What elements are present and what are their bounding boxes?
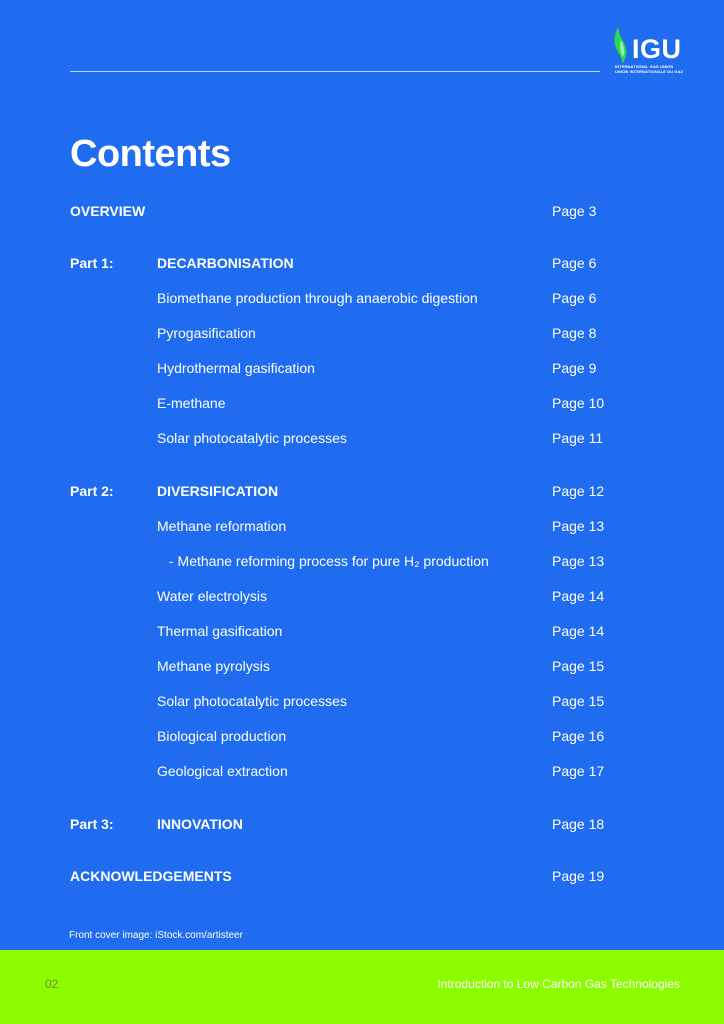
toc-entry-title[interactable]: E-methane: [157, 395, 226, 411]
toc-row[interactable]: [0, 252, 724, 274]
toc-row[interactable]: [0, 392, 724, 414]
page-title: Contents: [70, 133, 231, 175]
toc-page-number[interactable]: Page 10: [552, 395, 605, 411]
footer-band: [0, 950, 724, 1024]
toc-row[interactable]: [0, 620, 724, 642]
toc-entry-title[interactable]: Biomethane production through anaerobic digestion: [157, 290, 478, 306]
cover-image-credit: Front cover image: iStock.com/artisteer: [69, 930, 243, 941]
toc-entry-title[interactable]: Hydrothermal gasification: [157, 360, 315, 376]
toc-page-number[interactable]: Page 18: [552, 816, 605, 832]
toc-entry-title[interactable]: Water electrolysis: [157, 588, 267, 604]
toc-entry-title[interactable]: Solar photocatalytic processes: [157, 430, 347, 446]
document-title: Introduction to Low Carbon Gas Technologies: [437, 977, 680, 991]
logo-subtitle-line: UNION INTERNATIONALE DU GAZ: [615, 69, 684, 74]
toc-page-number[interactable]: Page 16: [552, 728, 605, 744]
toc-page-number[interactable]: Page 13: [552, 518, 605, 534]
toc-entry-title[interactable]: Methane pyrolysis: [157, 658, 270, 674]
logo-text: IGU: [632, 34, 682, 64]
toc-row[interactable]: [0, 865, 724, 887]
toc-page-number[interactable]: Page 6: [552, 255, 597, 271]
toc-entry-title[interactable]: DECARBONISATION: [157, 255, 294, 271]
toc-entry-title[interactable]: - Methane reforming process for pure H₂ production: [169, 553, 489, 569]
toc-page-number[interactable]: Page 14: [552, 588, 605, 604]
toc-page-number[interactable]: Page 8: [552, 325, 597, 341]
toc-entry-title[interactable]: DIVERSIFICATION: [157, 483, 279, 499]
toc-entry-title[interactable]: Methane reformation: [157, 518, 287, 534]
toc-entry-title[interactable]: INNOVATION: [157, 816, 243, 832]
header-rule: [70, 71, 600, 72]
toc-page-number[interactable]: Page 11: [552, 430, 604, 446]
flame-icon: [612, 26, 632, 64]
toc-row[interactable]: [0, 725, 724, 747]
toc-row[interactable]: [0, 515, 724, 537]
toc-entry-title[interactable]: Pyrogasification: [157, 325, 256, 341]
toc-row[interactable]: [0, 813, 724, 835]
toc-entry-title[interactable]: OVERVIEW: [70, 203, 146, 219]
toc-part-label: Part 1:: [70, 255, 114, 271]
toc-row[interactable]: [0, 287, 724, 309]
toc-part-label: Part 3:: [70, 816, 114, 832]
toc-row[interactable]: [0, 655, 724, 677]
toc-page-number[interactable]: Page 15: [552, 693, 605, 709]
toc-entry-title[interactable]: Biological production: [157, 728, 287, 744]
toc-page-number[interactable]: Page 12: [552, 483, 605, 499]
toc-entry-title[interactable]: ACKNOWLEDGEMENTS: [70, 868, 232, 884]
toc-part-label: Part 2:: [70, 483, 114, 499]
logo-subtitle: [615, 64, 683, 74]
toc-page-number[interactable]: Page 13: [552, 553, 605, 569]
toc-page-number[interactable]: Page 3: [552, 203, 597, 219]
toc-row[interactable]: [0, 357, 724, 379]
toc-row[interactable]: [0, 480, 724, 502]
logo-subtitle-line: INTERNATIONAL GAS UNION: [615, 64, 674, 69]
toc-entry-title[interactable]: Thermal gasification: [157, 623, 283, 639]
toc-row[interactable]: [0, 200, 724, 222]
toc-entry-title[interactable]: Solar photocatalytic processes: [157, 693, 347, 709]
toc-entry-title[interactable]: Geological extraction: [157, 763, 288, 779]
igu-logo: [612, 26, 684, 76]
toc-page-number[interactable]: Page 9: [552, 360, 597, 376]
toc-row[interactable]: [0, 322, 724, 344]
toc-page-number[interactable]: Page 6: [552, 290, 597, 306]
page-number: 02: [45, 977, 59, 991]
toc-row[interactable]: [0, 690, 724, 712]
toc-row[interactable]: [0, 585, 724, 607]
toc-row[interactable]: [0, 760, 724, 782]
toc-page-number[interactable]: Page 17: [552, 763, 605, 779]
toc-page-number[interactable]: Page 19: [552, 868, 605, 884]
toc-page-number[interactable]: Page 14: [552, 623, 605, 639]
toc-row[interactable]: [0, 550, 724, 572]
toc-page-number[interactable]: Page 15: [552, 658, 605, 674]
toc-row[interactable]: [0, 427, 724, 449]
